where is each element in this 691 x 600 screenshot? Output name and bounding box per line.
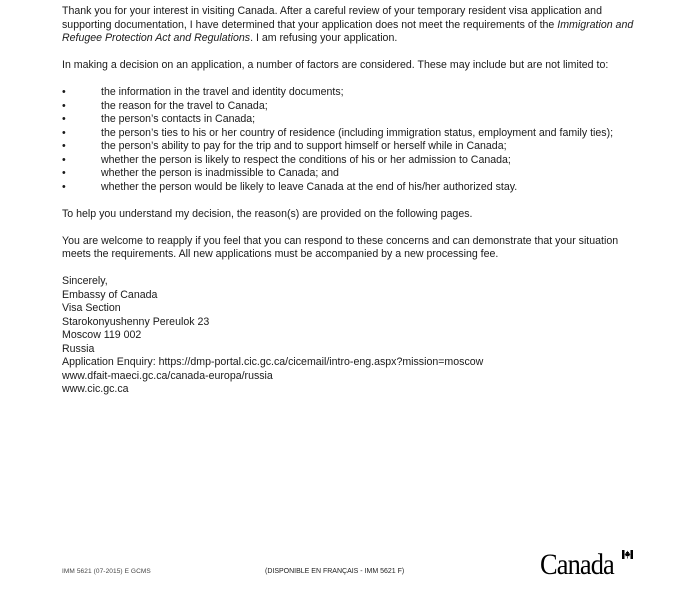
bullet-icon: • (62, 86, 66, 98)
factor-text: the reason for the travel to Canada; (101, 99, 268, 112)
factor-text: the person’s ties to his or her country of residence (including immigration status, employment and family ties); (101, 126, 614, 139)
enquiry-link: Application Enquiry: https://dmp-portal.cic.gc.ca/cicemail/intro-eng.aspx?mission=moscow (62, 356, 484, 368)
reapply-paragraph: You are welcome to reapply if you feel that you can respond to these concerns and can demonstrate that your situation meets the requirements. All new applications must be accompanied by a new processing fee. (62, 234, 619, 260)
signature-block (62, 275, 642, 397)
bullet-icon: • (62, 126, 66, 139)
bullet-icon: • (62, 99, 66, 112)
factor-text: whether the person is likely to respect the conditions of his or her admission to Canada; (101, 153, 511, 166)
factor-text: whether the person would be likely to leave Canada at the end of his/her authorized stay. (101, 180, 518, 193)
list-item (62, 100, 642, 114)
factors-intro-paragraph: In making a decision on an application, a number of factors are considered. These may include but are not limited to: (62, 59, 609, 71)
factor-text: the person’s ability to pay for the trip and to support himself or herself while in Canada; (101, 140, 507, 152)
wordmark-text: Canada (540, 548, 614, 581)
intro-text-part1: Thank you for your interest in visiting Canada. After a careful review of your temporary resident visa application and supporting documentation, I have determined that your application does not meet the requirements of the (62, 5, 602, 31)
bullet-icon: • (62, 167, 66, 179)
section-name: Visa Section (62, 302, 121, 314)
street-address: Starokonyushenny Pereulok 23 (62, 315, 210, 328)
factor-text: the information in the travel and identity documents; (101, 86, 344, 98)
list-item (62, 181, 642, 195)
website-link-cic: www.cic.gc.ca (62, 383, 129, 395)
factor-text: the person’s contacts in Canada; (101, 113, 256, 125)
canadian-flag-icon (622, 550, 633, 559)
act-title: Immigration and Refugee Protection Act and Regulations (62, 18, 634, 44)
intro-paragraph (62, 5, 642, 46)
list-item (62, 86, 642, 100)
form-code: IMM 5621 (07-2015) E GCMS (62, 568, 151, 575)
reasons-paragraph: To help you understand my decision, the reason(s) are provided on the following pages. (62, 207, 473, 220)
city-postal: Moscow 119 002 (62, 329, 142, 341)
bullet-icon: • (62, 113, 66, 125)
factor-text: whether the person is inadmissible to Canada; and (101, 167, 339, 179)
list-item (62, 127, 642, 141)
closing: Sincerely, (62, 275, 108, 287)
canada-wordmark (540, 548, 635, 582)
list-item (62, 167, 642, 181)
bullet-icon: • (62, 153, 66, 166)
office-name: Embassy of Canada (62, 288, 158, 301)
intro-text-part2: . I am refusing your application. (250, 32, 398, 44)
french-availability-note: (DISPONIBLE EN FRANÇAIS - IMM 5621 F) (265, 568, 405, 575)
list-item (62, 140, 642, 154)
list-item (62, 154, 642, 168)
factors-list (62, 86, 642, 194)
bullet-icon: • (62, 140, 66, 152)
list-item (62, 113, 642, 127)
country: Russia (62, 342, 95, 355)
website-link-dfait: www.dfait-maeci.gc.ca/canada-europa/russia (62, 369, 273, 382)
bullet-icon: • (62, 180, 66, 193)
letter-body (62, 5, 642, 397)
